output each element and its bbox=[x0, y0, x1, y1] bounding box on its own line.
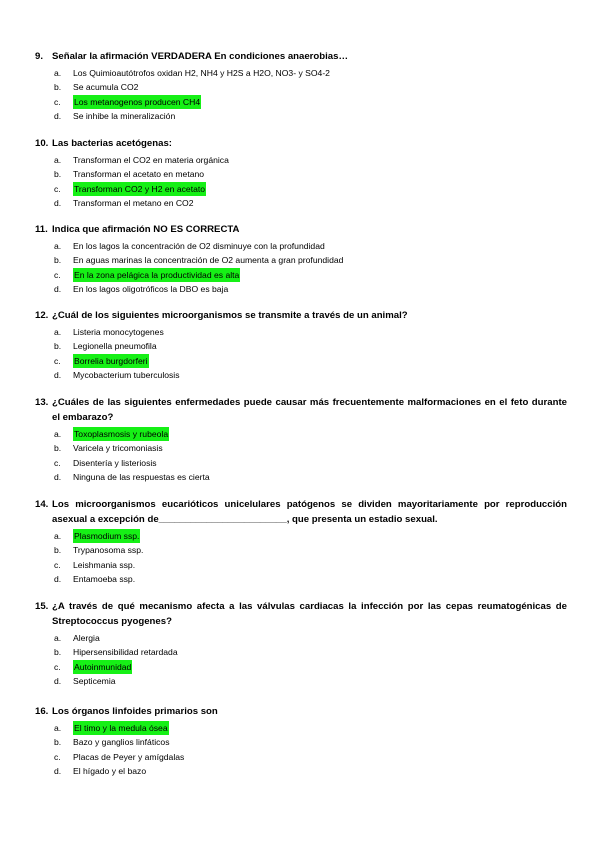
question-block bbox=[35, 395, 567, 484]
question-block bbox=[35, 136, 567, 210]
option-letter: a. bbox=[54, 241, 62, 251]
question-block bbox=[35, 308, 567, 382]
answer-option bbox=[35, 368, 567, 382]
option-text: Transforman el CO2 en materia orgánica bbox=[73, 155, 229, 165]
answer-option bbox=[35, 660, 567, 674]
answer-option bbox=[35, 253, 567, 267]
option-text: Ninguna de las respuestas es cierta bbox=[73, 471, 210, 482]
option-letter: d. bbox=[54, 573, 62, 584]
option-text: Disentería y listeriosis bbox=[73, 457, 157, 468]
option-letter: c. bbox=[54, 661, 61, 672]
option-letter: a. bbox=[54, 531, 62, 541]
answer-option bbox=[35, 631, 567, 645]
option-list bbox=[35, 427, 567, 484]
option-text: El hígado y el bazo bbox=[73, 765, 147, 776]
question-block bbox=[35, 704, 567, 778]
answer-option bbox=[35, 268, 567, 282]
question-number: 14. bbox=[35, 499, 49, 510]
option-letter: d. bbox=[54, 110, 62, 121]
option-letter: c. bbox=[54, 751, 61, 762]
answer-option bbox=[35, 721, 567, 735]
option-letter: a. bbox=[54, 429, 62, 439]
option-text: Legionella pneumofila bbox=[73, 341, 157, 352]
correct-answer-highlight: Los metanogenos producen CH4 bbox=[73, 95, 201, 109]
answer-option bbox=[35, 282, 567, 296]
option-letter: b. bbox=[54, 341, 62, 352]
option-letter: d. bbox=[54, 283, 62, 294]
answer-option bbox=[35, 441, 567, 455]
answer-option bbox=[35, 153, 567, 167]
option-letter: a. bbox=[54, 327, 62, 337]
question-block bbox=[35, 497, 567, 586]
option-letter: a. bbox=[54, 633, 62, 643]
option-text: Placas de Peyer y amígdalas bbox=[73, 751, 185, 762]
option-text: Septicemia bbox=[73, 675, 116, 686]
answer-option bbox=[35, 109, 567, 123]
option-list bbox=[35, 529, 567, 586]
option-letter: d. bbox=[54, 369, 62, 380]
option-text: En los lagos oligotróficos la DBO es baja bbox=[73, 283, 229, 294]
option-letter: c. bbox=[54, 96, 61, 107]
correct-answer-highlight: Transforman CO2 y H2 en acetato bbox=[73, 182, 206, 196]
correct-answer-highlight: Toxoplasmosis y rubeola bbox=[73, 427, 169, 441]
correct-answer-highlight: Borrelia burgdorferi bbox=[73, 354, 149, 368]
answer-option bbox=[35, 674, 567, 688]
question-text: Señalar la afirmación VERDADERA En condiciones anaerobias… bbox=[52, 51, 349, 62]
option-letter: c. bbox=[54, 457, 61, 468]
option-text: En aguas marinas la concentración de O2 aumenta a gran profundidad bbox=[73, 255, 344, 266]
answer-option bbox=[35, 95, 567, 109]
question-text: Los órganos linfoides primarios son bbox=[52, 706, 218, 717]
option-letter: b. bbox=[54, 737, 62, 748]
correct-answer-highlight: Autoinmunidad bbox=[73, 660, 132, 674]
option-text: Se acumula CO2 bbox=[73, 82, 139, 93]
answer-option bbox=[35, 196, 567, 210]
option-letter: a. bbox=[54, 723, 62, 733]
answer-option bbox=[35, 558, 567, 572]
question-block bbox=[35, 599, 567, 688]
question-number: 16. bbox=[35, 706, 49, 717]
answer-option bbox=[35, 543, 567, 557]
question-text: Los microorganismos eucarióticos unicelulares patógenos se dividen mayoritariamente por reproducción asexual a excepción de________________________, que presenta un estadio sexual. bbox=[52, 499, 567, 525]
question-number: 15. bbox=[35, 601, 49, 612]
answer-option bbox=[35, 456, 567, 470]
question-title bbox=[35, 49, 567, 64]
question-title bbox=[35, 395, 567, 425]
option-text: Trypanosoma ssp. bbox=[73, 545, 144, 556]
question-title bbox=[35, 704, 567, 719]
answer-option bbox=[35, 572, 567, 586]
question-block bbox=[35, 222, 567, 296]
correct-answer-highlight: Plasmodium ssp. bbox=[73, 529, 140, 543]
answer-option bbox=[35, 427, 567, 441]
question-number: 10. bbox=[35, 138, 49, 149]
question-text: Las bacterias acetógenas: bbox=[52, 138, 172, 149]
option-letter: b. bbox=[54, 545, 62, 556]
answer-option bbox=[35, 645, 567, 659]
question-title bbox=[35, 308, 567, 323]
option-letter: b. bbox=[54, 169, 62, 180]
option-list bbox=[35, 66, 567, 123]
answer-option bbox=[35, 239, 567, 253]
option-text: Transforman el metano en CO2 bbox=[73, 197, 194, 208]
option-letter: c. bbox=[54, 269, 61, 280]
question-number: 9. bbox=[35, 51, 44, 62]
option-letter: c. bbox=[54, 355, 61, 366]
answer-option bbox=[35, 339, 567, 353]
option-letter: d. bbox=[54, 765, 62, 776]
option-list bbox=[35, 239, 567, 296]
option-list bbox=[35, 325, 567, 382]
answer-option bbox=[35, 325, 567, 339]
option-text: Mycobacterium tuberculosis bbox=[73, 369, 180, 380]
question-title bbox=[35, 136, 567, 151]
option-text: Alergia bbox=[73, 633, 100, 643]
option-list bbox=[35, 631, 567, 688]
option-letter: b. bbox=[54, 82, 62, 93]
question-text: ¿Cuál de los siguientes microorganismos se transmite a través de un animal? bbox=[52, 310, 408, 321]
question-number: 11. bbox=[35, 224, 48, 235]
option-letter: a. bbox=[54, 155, 62, 165]
option-letter: b. bbox=[54, 443, 62, 454]
answer-option bbox=[35, 750, 567, 764]
option-letter: d. bbox=[54, 675, 62, 686]
answer-option bbox=[35, 735, 567, 749]
option-list bbox=[35, 721, 567, 778]
answer-option bbox=[35, 182, 567, 196]
question-number: 13. bbox=[35, 397, 49, 408]
question-block bbox=[35, 49, 567, 123]
option-letter: b. bbox=[54, 647, 62, 658]
correct-answer-highlight: En la zona pelágica la productividad es alta bbox=[73, 268, 240, 282]
question-title bbox=[35, 222, 567, 237]
answer-option bbox=[35, 354, 567, 368]
answer-option bbox=[35, 764, 567, 778]
option-text: Varicela y tricomoniasis bbox=[73, 443, 163, 454]
answer-option bbox=[35, 80, 567, 94]
option-letter: d. bbox=[54, 197, 62, 208]
answer-option bbox=[35, 529, 567, 543]
option-text: Se inhibe la mineralización bbox=[73, 110, 176, 121]
option-text: En los lagos la concentración de O2 disminuye con la profundidad bbox=[73, 241, 325, 251]
correct-answer-highlight: El timo y la medula ósea bbox=[73, 721, 169, 735]
question-text: ¿A través de qué mecanismo afecta a las válvulas cardiacas la infección por las cepas reumatogénicas de Streptococcus pyogenes? bbox=[52, 601, 567, 627]
option-letter: a. bbox=[54, 68, 62, 78]
option-text: Entamoeba ssp. bbox=[73, 573, 136, 584]
option-text: Bazo y ganglios linfáticos bbox=[73, 737, 170, 748]
answer-option bbox=[35, 66, 567, 80]
question-title bbox=[35, 599, 567, 629]
answer-option bbox=[35, 470, 567, 484]
option-text: Los Quimioautótrofos oxidan H2, NH4 y H2S a H2O, NO3- y SO4-2 bbox=[73, 68, 330, 78]
question-title bbox=[35, 497, 567, 527]
answer-option bbox=[35, 167, 567, 181]
option-letter: b. bbox=[54, 255, 62, 266]
option-letter: d. bbox=[54, 471, 62, 482]
question-text: ¿Cuáles de las siguientes enfermedades puede causar más frecuentemente malformaciones en el feto durante el embarazo? bbox=[52, 397, 567, 423]
option-letter: c. bbox=[54, 183, 61, 194]
question-text: Indica que afirmación NO ES CORRECTA bbox=[52, 224, 240, 235]
question-number: 12. bbox=[35, 310, 49, 321]
option-text: Listeria monocytogenes bbox=[73, 327, 164, 337]
option-text: Transforman el acetato en metano bbox=[73, 169, 205, 180]
option-text: Hipersensibilidad retardada bbox=[73, 647, 178, 658]
option-letter: c. bbox=[54, 559, 61, 570]
option-list bbox=[35, 153, 567, 210]
option-text: Leishmania ssp. bbox=[73, 559, 136, 570]
